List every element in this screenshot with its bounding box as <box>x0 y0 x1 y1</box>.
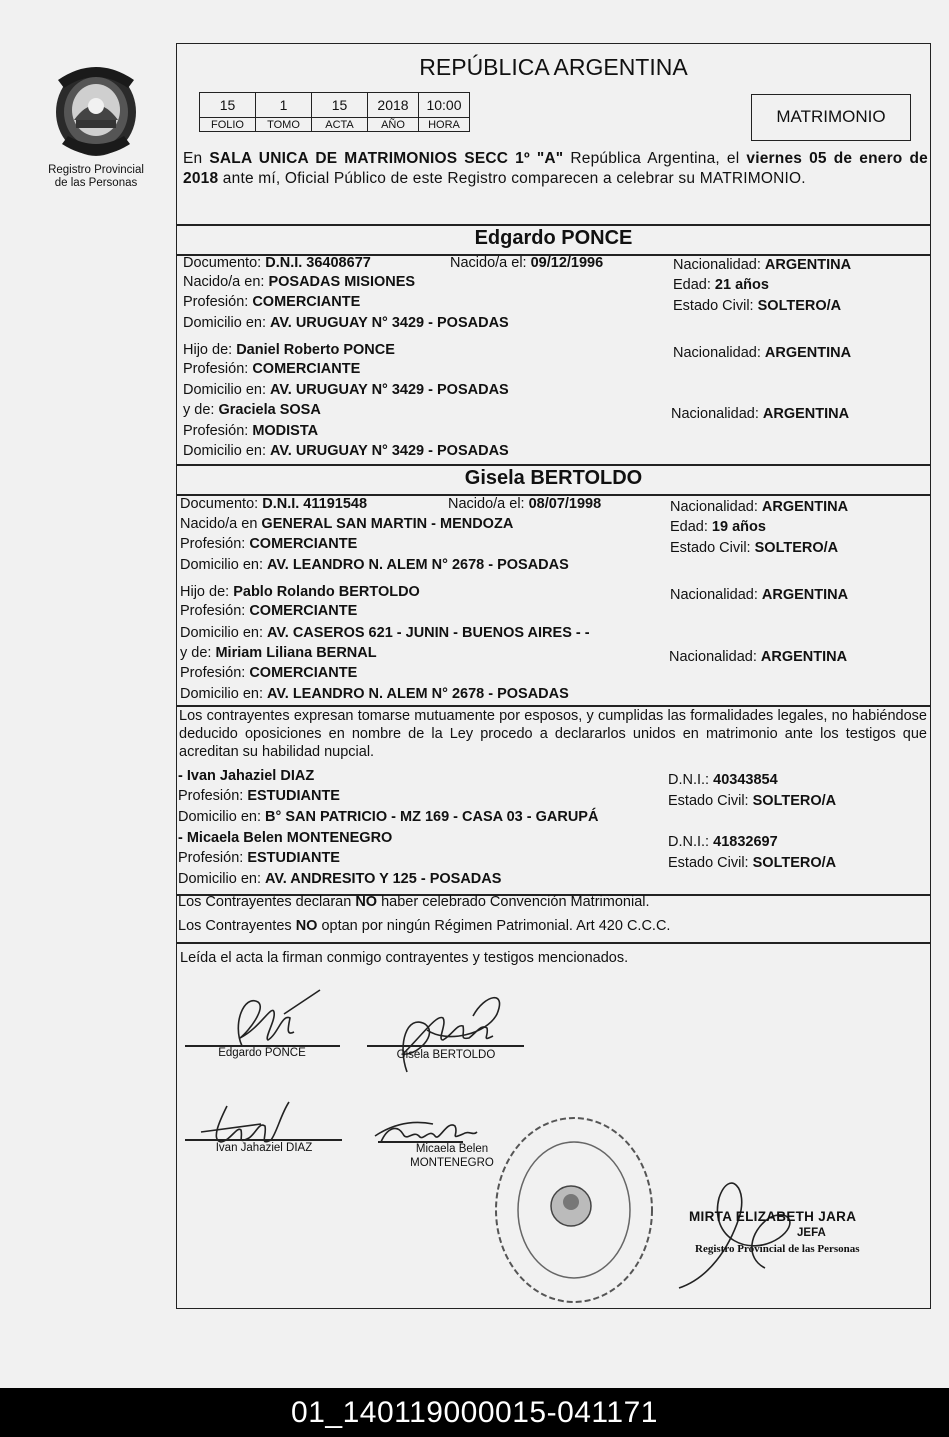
field-label: Nacido/a el: <box>450 255 531 271</box>
witness1-address: B° SAN PATRICIO - MZ 169 - CASA 03 - GARUPÁ <box>265 809 599 825</box>
province-seal-icon <box>48 60 144 160</box>
convention-line-1 <box>178 894 650 910</box>
field-label: Profesión: <box>183 361 253 377</box>
intro-text: República Argentina, el <box>563 150 747 167</box>
signature-label-micaela-2: MONTENEGRO <box>410 1157 494 1169</box>
intro-date: viernes 05 de enero de 2018 <box>183 150 928 187</box>
spouse1-birthdate: 09/12/1996 <box>530 255 604 271</box>
spouse1-document: D.N.I. 36408677 <box>265 255 371 271</box>
signature-label-edgardo: Edgardo PONCE <box>218 1047 306 1059</box>
spouse2-profession: COMERCIANTE <box>249 536 358 552</box>
signature-line <box>185 1139 342 1141</box>
tomo-value: 1 <box>256 93 312 118</box>
spouse1-father-nationality: ARGENTINA <box>764 345 852 361</box>
field-label: Estado Civil: <box>673 298 758 314</box>
divider <box>177 464 930 466</box>
spouse1-age: 21 años <box>714 277 769 293</box>
witness2-profession: ESTUDIANTE <box>247 850 340 866</box>
spouse1-civil-status: SOLTERO/A <box>757 298 842 314</box>
registry-seal-stamp <box>489 1110 659 1310</box>
spouse1-address: AV. URUGUAY N° 3429 - POSADAS <box>270 315 509 331</box>
year-label: AÑO <box>368 118 419 132</box>
field-label: Hijo de: <box>180 584 234 600</box>
convention-text: Los Contrayentes <box>178 918 296 934</box>
field-label: Profesión: <box>183 423 253 439</box>
field-label: Nacionalidad: <box>670 499 762 515</box>
folio-label: FOLIO <box>200 118 256 132</box>
convention-text: Los Contrayentes declaran <box>178 894 356 910</box>
official-org: Registro Provincial de las Personas <box>695 1243 860 1255</box>
spouse2-birthdate: 08/07/1998 <box>528 496 602 512</box>
spouse1-father-name: Daniel Roberto PONCE <box>236 342 395 358</box>
spouse1-mother-address: AV. URUGUAY N° 3429 - POSADAS <box>270 443 509 459</box>
document-type-box: MATRIMONIO <box>751 94 911 141</box>
field-label: Domicilio en: <box>180 557 268 573</box>
witness1-civil-status: SOLTERO/A <box>752 793 837 809</box>
spouse2-name: Gisela BERTOLDO <box>464 467 643 489</box>
spouse2-mother-nationality: ARGENTINA <box>760 649 848 665</box>
acta-label: ACTA <box>312 118 368 132</box>
spouse2-address: AV. LEANDRO N. ALEM N° 2678 - POSADAS <box>267 557 569 573</box>
witness2-civil-status: SOLTERO/A <box>752 855 837 871</box>
spouse1-nationality: ARGENTINA <box>764 257 852 273</box>
spouse1-father-profession: COMERCIANTE <box>252 361 361 377</box>
intro-text: En <box>183 150 210 167</box>
field-label: Domicilio en: <box>180 686 268 702</box>
acta-value: 15 <box>312 93 368 118</box>
spouse1-name: Edgardo PONCE <box>474 227 633 249</box>
folio-value: 15 <box>200 93 256 118</box>
divider <box>177 224 930 226</box>
field-label: Profesión: <box>183 294 253 310</box>
org-name-line1: Registro Provincial <box>48 164 144 176</box>
field-label: Domicilio en: <box>178 871 266 887</box>
hour-value: 10:00 <box>419 93 470 118</box>
field-label: D.N.I.: <box>668 834 714 850</box>
field-label: Profesión: <box>180 603 250 619</box>
field-label: Profesión: <box>180 665 250 681</box>
convention-line-2 <box>178 918 670 934</box>
convention-no: NO <box>355 894 378 910</box>
hour-label: HORA <box>419 118 470 132</box>
signature-label-gisela: Gisela BERTOLDO <box>396 1049 496 1061</box>
registry-logo <box>40 60 152 190</box>
intro-text: ante mí, Oficial Público de este Registro comparecen a celebrar su MATRIMONIO. <box>218 170 806 187</box>
field-label: Estado Civil: <box>668 793 753 809</box>
signature-label-micaela-1: Micaela Belen <box>415 1143 489 1155</box>
field-label: Nacionalidad: <box>669 649 761 665</box>
field-label: Profesión: <box>180 536 250 552</box>
signature-official <box>669 1168 809 1298</box>
witness2-dni: 41832697 <box>713 834 778 850</box>
regime-no: NO <box>295 918 318 934</box>
closing-text: Leída el acta la firman conmigo contrayentes y testigos mencionados. <box>180 950 629 966</box>
year-value: 2018 <box>368 93 419 118</box>
field-label: Documento: <box>183 255 266 271</box>
intro-paragraph <box>183 149 928 189</box>
witness2-name: - Micaela Belen MONTENEGRO <box>178 830 393 846</box>
spouse2-father-name: Pablo Rolando BERTOLDO <box>233 584 420 600</box>
official-title: JEFA <box>797 1227 826 1239</box>
tomo-label: TOMO <box>256 118 312 132</box>
spouse1-father-address: AV. URUGUAY N° 3429 - POSADAS <box>270 382 509 398</box>
field-label: Estado Civil: <box>668 855 753 871</box>
spouse2-mother-address: AV. LEANDRO N. ALEM N° 2678 - POSADAS <box>267 686 569 702</box>
field-label: Nacionalidad: <box>671 406 763 422</box>
field-label: Edad: <box>673 277 715 293</box>
spouse2-birthplace: GENERAL SAN MARTIN - MENDOZA <box>261 516 514 532</box>
field-label: Domicilio en: <box>183 443 271 459</box>
field-label: Hijo de: <box>183 342 237 358</box>
official-name: MIRTA ELIZABETH JARA <box>689 1209 857 1224</box>
country-title: REPÚBLICA ARGENTINA <box>419 54 688 80</box>
spouse2-document: D.N.I. 41191548 <box>262 496 368 512</box>
convention-text: optan por ningún Régimen Patrimonial. Art 420 C.C.C. <box>317 918 671 934</box>
field-label: Profesión: <box>178 850 248 866</box>
witness1-dni: 40343854 <box>713 772 778 788</box>
org-name-line2: de las Personas <box>54 177 138 189</box>
field-label: Documento: <box>180 496 263 512</box>
spouse2-father-nationality: ARGENTINA <box>761 587 849 603</box>
field-label: y de: <box>183 402 219 418</box>
witness1-profession: ESTUDIANTE <box>247 788 340 804</box>
signature-label-ivan: Ivan Jahaziel DIAZ <box>215 1142 313 1154</box>
spouse2-age: 19 años <box>711 519 766 535</box>
field-label: Nacido/a en <box>180 516 262 532</box>
field-label: Domicilio en: <box>183 382 271 398</box>
intro-place: SALA UNICA DE MATRIMONIOS SECC 1º "A" <box>209 150 564 167</box>
convention-text: haber celebrado Convención Matrimonial. <box>377 894 650 910</box>
field-label: Domicilio en: <box>183 315 271 331</box>
spouse1-profession: COMERCIANTE <box>252 294 361 310</box>
field-label: y de: <box>180 645 216 661</box>
field-label: Domicilio en: <box>178 809 266 825</box>
spouse1-mother-nationality: ARGENTINA <box>762 406 850 422</box>
field-label: Edad: <box>670 519 712 535</box>
field-label: Nacionalidad: <box>673 345 765 361</box>
field-label: D.N.I.: <box>668 772 714 788</box>
registry-numbers-table <box>199 92 470 132</box>
declaration-paragraph: Los contrayentes expresan tomarse mutuamente por esposos, y cumplidas las formalidades legales, no habiéndose deducido oposiciones en nombre de la Ley procedo a declararlos unidos en matrimonio ante los testigos que acreditan su habilidad nupcial. <box>179 708 927 760</box>
footer-document-code: 01_140119000015-041171 <box>0 1388 949 1437</box>
signature-line <box>367 1045 524 1047</box>
spouse1-mother-name: Graciela SOSA <box>218 402 321 418</box>
divider <box>177 942 930 944</box>
field-label: Profesión: <box>178 788 248 804</box>
field-label: Nacionalidad: <box>670 587 762 603</box>
spouse1-birthplace: POSADAS MISIONES <box>268 274 416 290</box>
field-label: Nacido/a el: <box>448 496 529 512</box>
spouse2-father-address: AV. CASEROS 621 - JUNIN - BUENOS AIRES - - <box>267 625 590 641</box>
spouse2-nationality: ARGENTINA <box>761 499 849 515</box>
witness2-address: AV. ANDRESITO Y 125 - POSADAS <box>265 871 502 887</box>
spouse2-father-profession: COMERCIANTE <box>249 603 358 619</box>
witness1-name: - Ivan Jahaziel DIAZ <box>178 768 315 784</box>
spouse2-civil-status: SOLTERO/A <box>754 540 839 556</box>
spouse1-mother-profession: MODISTA <box>252 423 319 439</box>
spouse2-mother-name: Miriam Liliana BERNAL <box>215 645 377 661</box>
field-label: Estado Civil: <box>670 540 755 556</box>
field-label: Domicilio en: <box>180 625 268 641</box>
field-label: Nacionalidad: <box>673 257 765 273</box>
marriage-certificate-form <box>176 43 931 1309</box>
signature-edgardo <box>202 984 312 1054</box>
spouse2-mother-profession: COMERCIANTE <box>249 665 358 681</box>
field-label: Nacido/a en: <box>183 274 269 290</box>
